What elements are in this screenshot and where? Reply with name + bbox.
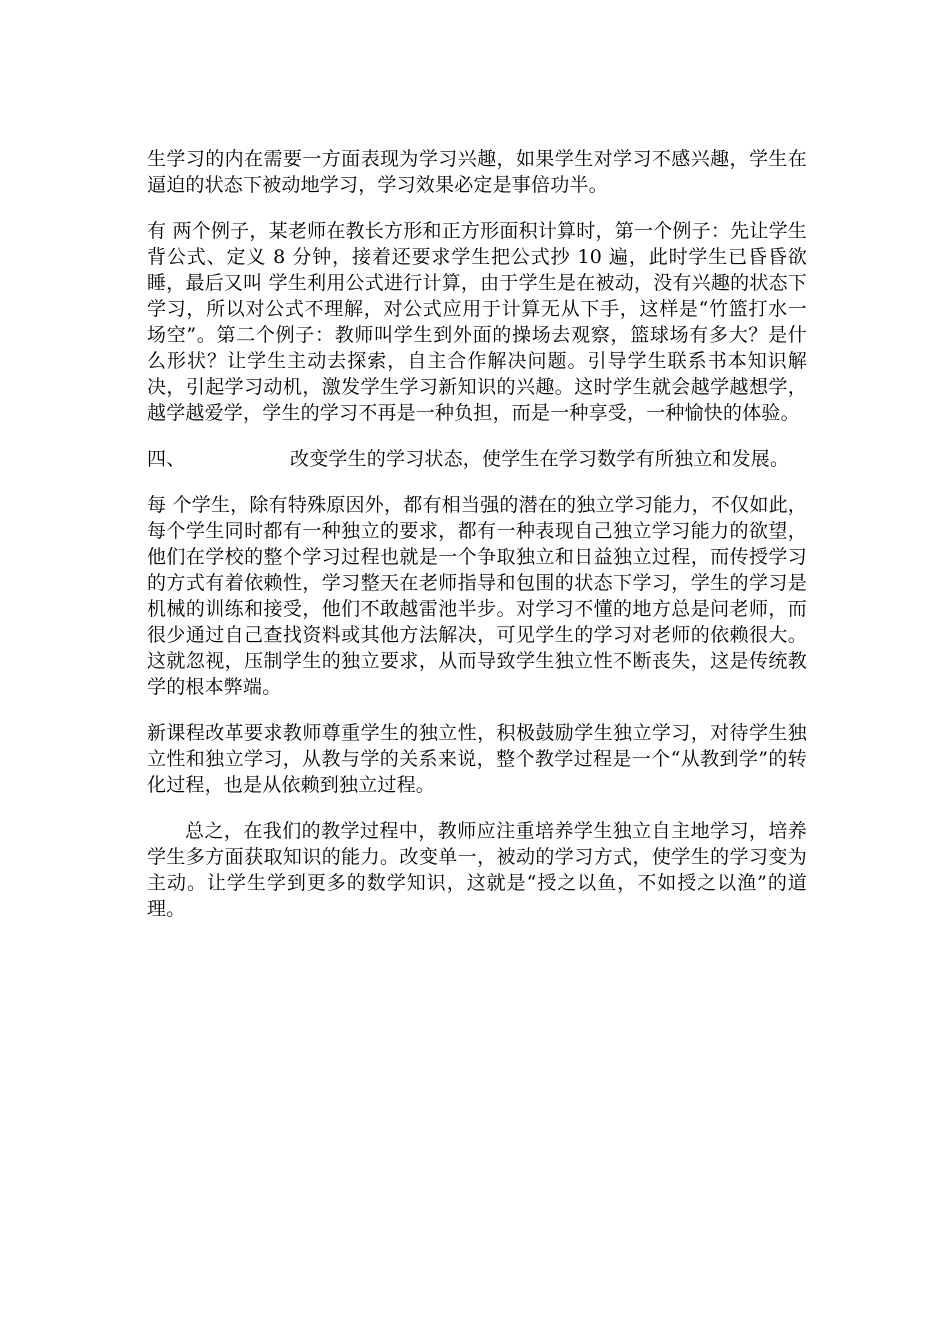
section-number: 四、 bbox=[147, 448, 186, 470]
document-page bbox=[147, 146, 807, 942]
section-title: 改变学生的学习状态，使学生在学习数学有所独立和发展。 bbox=[290, 448, 790, 470]
paragraph-conclusion: 总之，在我们的教学过程中，教师应注重培养学生独立自主地学习，培养学生多方面获取知识的能力。改变单一，被动的学习方式，使学生的学习变为主动。让学生学到更多的数学知识，这就是“授之以鱼，不如授之以渔”的道理。 bbox=[147, 820, 807, 920]
paragraph-curriculum-reform: 新课程改革要求教师尊重学生的独立性，积极鼓励学生独立学习，对待学生独立性和独立学习，从教与学的关系来说，整个教学过程是一个“从教到学”的转化过程，也是从依赖到独立过程。 bbox=[147, 722, 807, 796]
paragraph-two-examples: 有 两个例子，某老师在教长方形和正方形面积计算时，第一个例子：先让学生背公式、定义 8 分钟，接着还要求学生把公式抄 10 遍，此时学生已昏昏欲睡，最后又叫 学生利用公式进行计算，由于学生是在被动，没有兴趣的状态下学习，所以对公式不理解，对公式应用于计算无从下手，这样是“竹篮打水一场空”。第二个例子：教师叫学生到外面的操场去观察，篮球场有多大？是什么形状？让学生主动去探索，自主合作解决问题。引导学生联系书本知识解决，引起学习动机，激发学生学习新知识的兴趣。这时学生就会越学越想学，越学越爱学，学生的学习不再是一种负担，而是一种享受，一种愉快的体验。 bbox=[147, 220, 807, 424]
section-heading-four bbox=[147, 446, 807, 472]
paragraph-independent-learning: 每 个学生，除有特殊原因外，都有相当强的潜在的独立学习能力，不仅如此，每个学生同时都有一种独立的要求，都有一种表现自己独立学习能力的欲望，他们在学校的整个学习过程也就是一个争取独立和日益独立过程，而传授学习的方式有着依赖性，学习整天在老师指导和包围的状态下学习，学生的学习是机械的训练和接受，他们不敢越雷池半步。对学习不懂的地方总是问老师，而很少通过自己查找资料或其他方法解决，可见学生的学习对老师的依赖很大。这就忽视，压制学生的独立要求，从而导致学生独立性不断丧失，这是传统教学的根本弊端。 bbox=[147, 494, 807, 698]
paragraph-learning-interest: 生学习的内在需要一方面表现为学习兴趣，如果学生对学习不感兴趣，学生在逼迫的状态下被动地学习，学习效果必定是事倍功半。 bbox=[147, 148, 807, 196]
